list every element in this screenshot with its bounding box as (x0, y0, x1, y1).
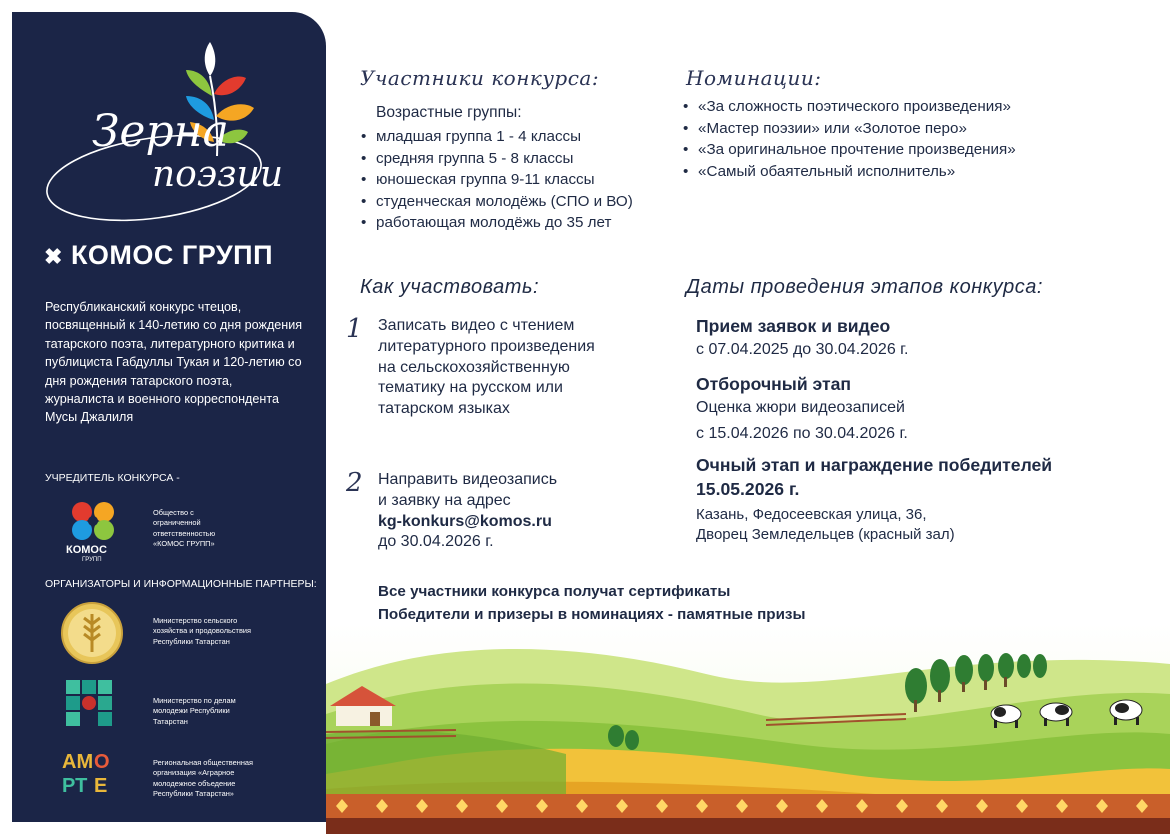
nominations-heading: Номинации: (686, 66, 822, 90)
partner-agrarian-youth (60, 744, 320, 814)
stage-2-desc: Оценка жюри видеозаписей (696, 399, 905, 416)
stage-3-date: 15.05.2026 г. (696, 479, 800, 499)
founder-org (60, 498, 320, 568)
partner-agriculture-text: Министерство сельского хозяйства и продовольствия Республики Татарстан (153, 616, 252, 646)
step-2-deadline: до 30.04.2026 г. (378, 533, 494, 551)
founder-heading: УЧРЕДИТЕЛЬ КОНКУРСА - (45, 472, 180, 484)
list-item: • «Самый обаятельный исполнитель» (682, 161, 1016, 183)
logo-title-line1: Зерна (92, 106, 229, 157)
bottom-notes (378, 580, 805, 626)
step-2-number: 2 (346, 468, 363, 498)
certificates-note: Все участники конкурса получат сертификаты (378, 583, 731, 600)
poetry-logo (32, 36, 312, 246)
list-item: • работающая молодёжь до 35 лет (360, 212, 633, 234)
age-groups-heading: Возрастные группы: (376, 104, 522, 121)
youth-ministry-logo-icon (60, 676, 128, 740)
list-item: • студенческая молодёжь (СПО и ВО) (360, 191, 633, 213)
partner-agriculture (60, 602, 320, 672)
dates-block (696, 315, 1052, 545)
stage-3-title: Очный этап и награждение победителей (696, 455, 1053, 475)
svg-text:Е: Е (94, 775, 108, 797)
komos-mark-icon: ✖ (44, 244, 63, 269)
founder-logo-label: КОМОС (66, 544, 107, 556)
partner-youth (60, 676, 320, 746)
list-item: • младшая группа 1 - 4 классы (360, 126, 633, 148)
company-name: ✖ КОМОС ГРУПП (44, 240, 273, 270)
list-item: • «За сложность поэтического произведения» (682, 96, 1016, 118)
step-1-text: Записать видео с чтением литературного произведения на сельскохозяйственную тематику на русском или татарском языках (378, 317, 595, 418)
farm-landscape-illustration (326, 624, 1170, 834)
list-item: • юношеская группа 9-11 классы (360, 169, 633, 191)
step-2-line1: Направить видеозапись (378, 471, 558, 488)
participants-heading: Участники конкурса: (360, 66, 600, 90)
svg-text:РТ: РТ (62, 775, 88, 797)
contest-description: Республиканский конкурс чтецов, посвященный к 140-летию со дня рождения татарского поэта, литературного критика и публициста Габдуллы Тукая и 120-летию со дня рождения татарского поэта, журналиста и военного корреспондента Мусы Джалиля (45, 300, 303, 425)
participants-section (360, 66, 633, 234)
contact-email-link[interactable]: kg-konkurs@komos.ru (378, 512, 552, 530)
wheat-emblem-icon (60, 602, 128, 666)
partner-youth-text: Министерство по делам молодежи Республики Татарстан (153, 696, 236, 726)
stage-1-title: Прием заявок и видео (696, 316, 891, 336)
partner-agrarian-youth-text: Региональная общественная организация «Аграрное молодежное объедение Республики Татарстан» (153, 758, 254, 799)
partners-heading: ОРГАНИЗАТОРЫ И ИНФОРМАЦИОННЫЕ ПАРТНЕРЫ: (45, 578, 317, 590)
list-item: • «Мастер поэзии» или «Золотое перо» (682, 118, 1016, 140)
stage-3-address-2: Дворец Земледельцев (красный зал) (696, 526, 955, 543)
step-2-block (378, 470, 608, 553)
nominations-list (682, 96, 1016, 182)
prizes-note: Победители и призеры в номинациях - памятные призы (378, 606, 806, 623)
how-heading: Как участвовать: (360, 276, 540, 298)
stage-3-address-1: Казань, Федосеевская улица, 36, (696, 506, 927, 523)
age-groups-list (360, 126, 633, 234)
founder-text: Общество с ограниченной ответственностью «КОМОС ГРУПП» (153, 508, 216, 549)
list-item: • «За оригинальное прочтение произведения» (682, 139, 1016, 161)
sidebar (12, 12, 326, 822)
logo-title-line2: поэзии (152, 154, 284, 195)
stage-2-title: Отборочный этап (696, 374, 852, 394)
step-1-number: 1 (346, 314, 363, 344)
svg-text:О: О (94, 751, 110, 773)
stage-1-dates: с 07.04.2025 до 30.04.2026 г. (696, 341, 909, 358)
agrarian-youth-logo-icon (60, 744, 128, 808)
dates-heading: Даты проведения этапов конкурса: (686, 276, 1043, 298)
svg-text:АМ: АМ (62, 751, 94, 773)
step-2-line2: и заявку на адрес (378, 491, 511, 509)
nominations-section (686, 66, 1016, 182)
stage-2-dates: с 15.04.2026 по 30.04.2026 г. (696, 425, 908, 442)
list-item: • средняя группа 5 - 8 классы (360, 148, 633, 170)
founder-logo-sub: ГРУПП (82, 557, 102, 563)
